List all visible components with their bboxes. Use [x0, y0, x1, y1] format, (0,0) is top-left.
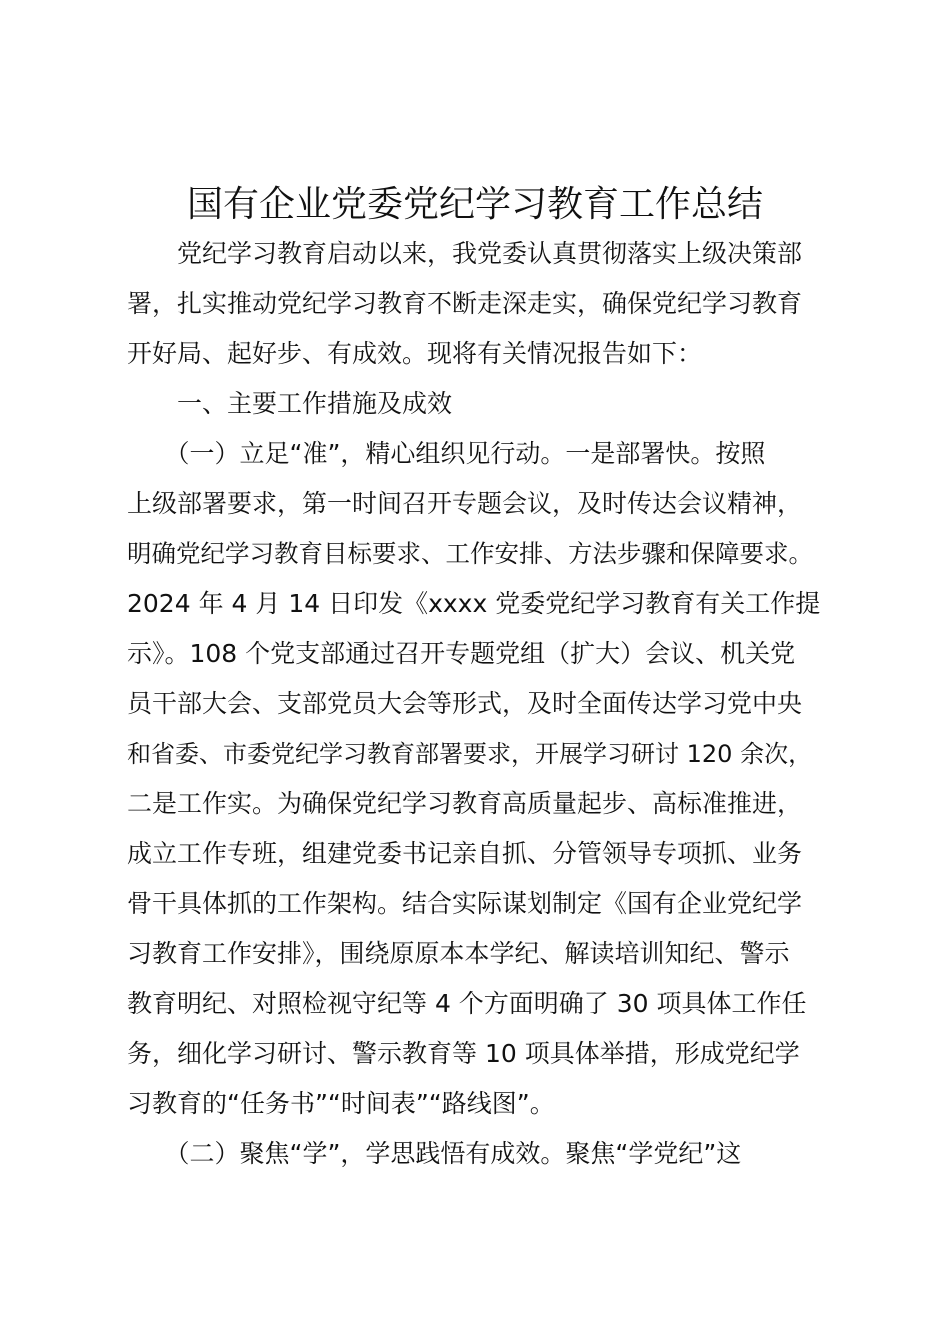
paragraph-line: 明确党纪学习教育目标要求、工作安排、方法步骤和保障要求。 — [127, 539, 813, 568]
paragraph-line: 员干部大会、支部党员大会等形式，及时全面传达学习党中央 — [127, 689, 803, 718]
paragraph-line: 骨干具体抓的工作架构。结合实际谋划制定《国有企业党纪学 — [127, 889, 803, 918]
paragraph-line: 习教育工作安排》，围绕原原本本学纪、解读培训知纪、警示 — [127, 939, 790, 968]
paragraph-line: 2024 年 4 月 14 日印发《xxxx 党委党纪学习教育有关工作提 — [127, 589, 821, 618]
paragraph-line: 二是工作实。为确保党纪学习教育高质量起步、高标准推进， — [127, 789, 803, 818]
paragraph-line: 成立工作专班，组建党委书记亲自抓、分管领导专项抓、业务 — [127, 839, 803, 868]
paragraph-line: 示》。108 个党支部通过召开专题党组（扩大）会议、机关党 — [127, 639, 796, 668]
document-title: 国有企业党委党纪学习教育工作总结 — [186, 184, 763, 225]
section-heading: 一、主要工作措施及成效 — [127, 389, 453, 418]
paragraph-line: 开好局、起好步、有成效。现将有关情况报告如下： — [127, 339, 703, 368]
paragraph-line: 教育明纪、对照检视守纪等 4 个方面明确了 30 项具体工作任 — [127, 989, 807, 1018]
paragraph-line: 上级部署要求，第一时间召开专题会议，及时传达会议精神， — [127, 489, 803, 518]
paragraph-line: 党纪学习教育启动以来，我党委认真贯彻落实上级决策部 — [127, 239, 803, 268]
paragraph-line: 习教育的“任务书”“时间表”“路线图”。 — [127, 1089, 555, 1118]
paragraph-line: （二）聚焦“学”，学思践悟有成效。聚焦“学党纪”这 — [127, 1139, 742, 1168]
paragraph-line: 和省委、市委党纪学习教育部署要求，开展学习研讨 120 余次， — [127, 740, 813, 768]
paragraph-line: 署，扎实推动党纪学习教育不断走深走实，确保党纪学习教育 — [127, 289, 803, 318]
paragraph-line: （一）立足“准”，精心组织见行动。一是部署快。按照 — [127, 439, 766, 468]
paragraph-line: 务，细化学习研讨、警示教育等 10 项具体举措，形成党纪学 — [127, 1039, 800, 1068]
